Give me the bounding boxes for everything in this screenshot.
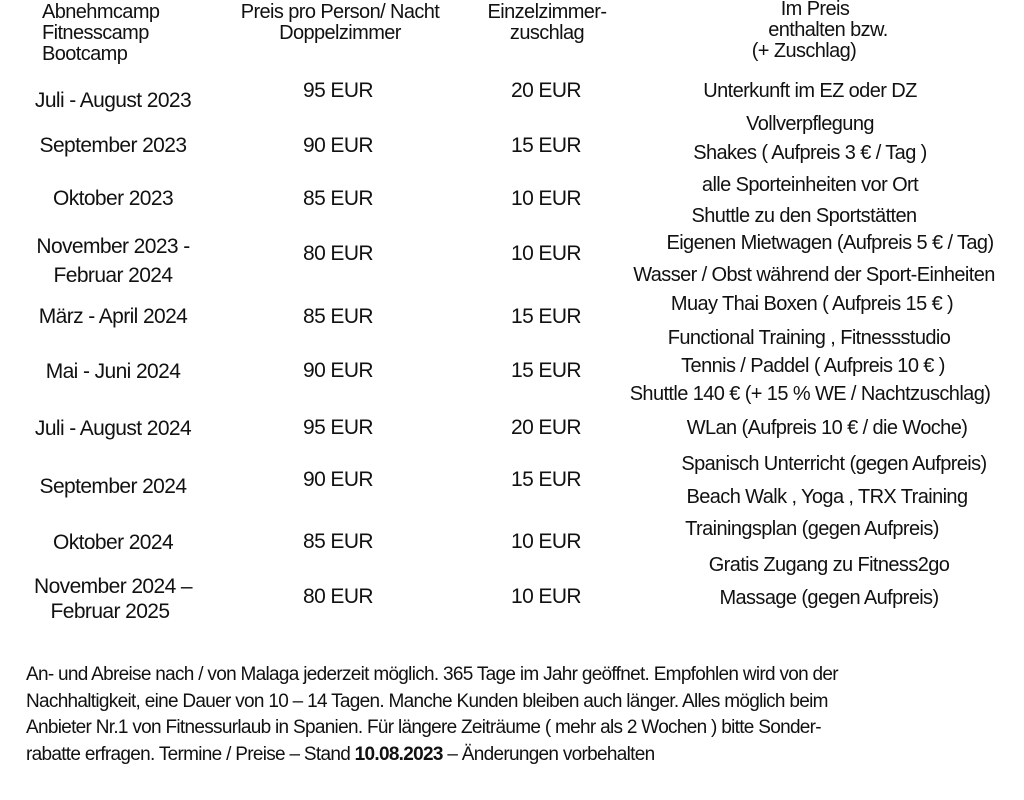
header-price-line: Doppelzimmer — [279, 22, 401, 44]
single-surcharge-cell: 10 EUR — [511, 242, 581, 265]
header-price-line: Preis pro Person/ Nacht — [240, 1, 440, 23]
header-period-line: Fitnesscamp — [42, 22, 149, 44]
price-cell: 85 EUR — [303, 305, 373, 328]
included-item: Massage (gegen Aufpreis) — [719, 587, 939, 609]
period-line: Februar 2024 — [53, 264, 173, 287]
single-surcharge-cell: 10 EUR — [511, 187, 581, 210]
header-period-line: Bootcamp — [42, 43, 128, 65]
header-single-surcharge — [476, 2, 618, 44]
included-item: WLan (Aufpreis 10 € / die Woche) — [686, 417, 968, 439]
included-item: Gratis Zugang zu Fitness2go — [708, 554, 950, 576]
footer-line: Anbieter Nr.1 von Fitnessurlaub in Spanien. Für längere Zeiträume ( mehr als 2 Wochen ) bitte Sonder- — [26, 717, 821, 738]
included-item: Beach Walk , Yoga , TRX Training — [686, 486, 968, 508]
price-cell: 80 EUR — [303, 242, 373, 265]
included-item: Spanisch Unterricht (gegen Aufpreis) — [681, 453, 987, 475]
footer-line — [26, 742, 1016, 769]
included-item: alle Sporteinheiten vor Ort — [701, 174, 919, 196]
single-surcharge-cell: 15 EUR — [511, 305, 581, 328]
header-included — [710, 0, 910, 62]
included-item: Shuttle 140 € (+ 15 % WE / Nachtzuschlag) — [629, 383, 991, 405]
included-item: Shakes ( Aufpreis 3 € / Tag ) — [693, 142, 927, 164]
included-item: Functional Training , Fitnessstudio — [667, 327, 951, 349]
period-cell — [8, 232, 218, 290]
header-single-line: zuschlag — [509, 22, 585, 44]
period-cell: Oktober 2024 — [52, 531, 174, 554]
period-cell: Juli - August 2023 — [34, 89, 192, 112]
footer-date: 10.08.2023 — [354, 743, 443, 765]
single-surcharge-cell: 15 EUR — [511, 468, 581, 491]
footer-last-prefix: rabatte erfragen. Termine / Preise – Stand — [26, 743, 355, 765]
header-included-line: (+ Zuschlag) — [751, 40, 857, 62]
single-surcharge-cell: 15 EUR — [511, 134, 581, 157]
price-cell: 95 EUR — [303, 416, 373, 439]
header-period — [42, 2, 159, 65]
period-cell: September 2023 — [39, 134, 187, 157]
price-cell: 90 EUR — [303, 359, 373, 382]
period-line: November 2024 – — [34, 575, 192, 598]
included-item: Eigenen Mietwagen (Aufpreis 5 € / Tag) — [666, 232, 994, 254]
single-surcharge-cell: 15 EUR — [511, 359, 581, 382]
included-item: Vollverpflegung — [746, 113, 874, 135]
period-line: Februar 2025 — [50, 600, 170, 623]
included-item: Unterkunft im EZ oder DZ — [703, 80, 917, 102]
header-included-line: enthalten bzw. — [768, 19, 888, 41]
period-cell: September 2024 — [39, 475, 187, 498]
header-included-line: Im Preis — [780, 0, 850, 20]
header-period-line: Abnehmcamp — [42, 1, 160, 23]
included-item: Trainingsplan (gegen Aufpreis) — [685, 518, 939, 540]
included-item: Wasser / Obst während der Sport-Einheiten — [633, 264, 995, 286]
period-cell: März - April 2024 — [38, 305, 188, 328]
included-item: Muay Thai Boxen ( Aufpreis 15 € ) — [670, 293, 954, 315]
period-line: November 2023 - — [36, 235, 190, 258]
footer-line: An- und Abreise nach / von Malaga jederzeit möglich. 365 Tage im Jahr geöffnet. Empfohlen wird von der — [26, 664, 838, 685]
price-cell: 85 EUR — [303, 187, 373, 210]
price-cell: 80 EUR — [303, 585, 373, 608]
footer-note — [26, 662, 1016, 768]
period-cell: Mai - Juni 2024 — [45, 360, 181, 383]
footer-last-suffix: – Änderungen vorbehalten — [442, 743, 655, 765]
price-cell: 95 EUR — [303, 79, 373, 102]
single-surcharge-cell: 10 EUR — [511, 530, 581, 553]
included-item: Tennis / Paddel ( Aufpreis 10 € ) — [681, 355, 945, 377]
single-surcharge-cell: 10 EUR — [511, 585, 581, 608]
period-cell — [8, 574, 218, 624]
included-item: Shuttle zu den Sportstätten — [691, 205, 917, 227]
header-price — [224, 2, 456, 44]
price-cell: 90 EUR — [303, 134, 373, 157]
single-surcharge-cell: 20 EUR — [511, 79, 581, 102]
price-cell: 85 EUR — [303, 530, 373, 553]
single-surcharge-cell: 20 EUR — [511, 416, 581, 439]
header-single-line: Einzelzimmer- — [487, 1, 607, 23]
footer-line: Nachhaltigkeit, eine Dauer von 10 – 14 Tagen. Manche Kunden bleiben auch länger. Alles möglich beim — [26, 690, 828, 712]
price-cell: 90 EUR — [303, 468, 373, 491]
period-cell: Juli - August 2024 — [34, 417, 192, 440]
period-cell: Oktober 2023 — [52, 187, 174, 210]
